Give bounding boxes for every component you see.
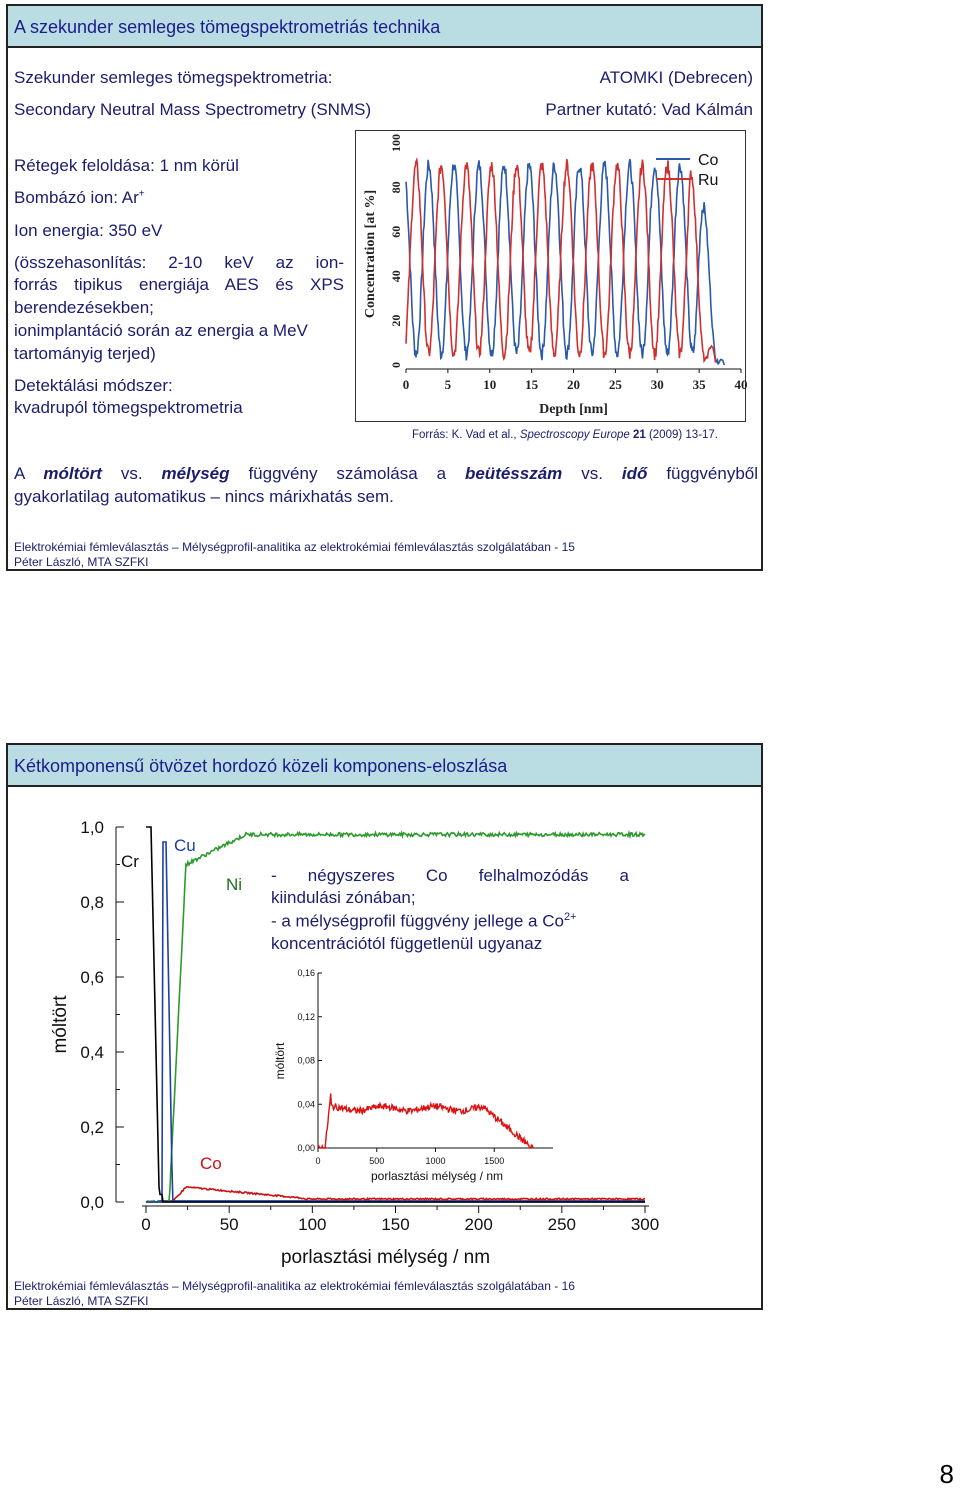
x-tick-label: 100 (298, 1215, 327, 1234)
comparison-line-5: tartományig terjed) (14, 344, 156, 363)
summary-moltort: móltört (43, 464, 102, 483)
x-axis-label: Depth [nm] (539, 402, 608, 417)
y-tick-label: 60 (389, 225, 403, 238)
inset-background (318, 973, 553, 1148)
y-tick-label: 80 (389, 181, 403, 194)
footer-author: Péter László, MTA SZFKI (14, 1294, 149, 1308)
x-tick-label: 10 (483, 377, 497, 392)
footer-title: Elektrokémiai fémleválasztás – Mélységprofil-analitika az elektrokémiai fémleválasztás szolgálatában - 16 (14, 1279, 575, 1293)
y-axis-label: móltört (50, 995, 71, 1054)
note-line-3-text: - a mélységprofil függvény jellege a Co (271, 911, 564, 931)
summary-beutesszam: beütésszám (464, 464, 563, 483)
comparison-line-2: forrás tipikus energiája AES és XPS (14, 275, 344, 294)
slide-15 (6, 4, 763, 571)
inset-y-tick-label: 0,04 (297, 1099, 315, 1110)
note-line-3-sup: 2+ (563, 911, 577, 923)
inset-x-tick-label: 500 (369, 1156, 385, 1166)
header-right-2: Partner kutató: Vad Kálmán (545, 100, 753, 119)
inset-y-tick-label: 0,00 (297, 1143, 315, 1153)
inset-x-tick-label: 1500 (484, 1156, 505, 1166)
detection-label: Detektálási módszer: (14, 376, 173, 395)
inset-y-axis-label: móltört (273, 1042, 287, 1080)
summary-a: A (14, 464, 44, 483)
y-tick-label: 100 (389, 134, 403, 152)
summary-vs1: vs. (101, 464, 162, 483)
y-tick-label: 0,8 (80, 893, 104, 912)
inset-x-axis-label: porlasztási mélység / nm (370, 1169, 504, 1183)
inset-y-tick-label: 0,12 (297, 1011, 315, 1022)
source-journal: Spectroscopy Europe (519, 429, 633, 441)
inset-y-tick-label: 0,16 (297, 968, 315, 978)
summary-line-2: gyakorlatilag automatikus – nincs márixhatás sem. (14, 487, 394, 506)
y-tick-label: 0,4 (80, 1043, 104, 1062)
note-line-3 (271, 911, 576, 932)
detection-method: kvadrupól tömegspektrometria (14, 398, 243, 417)
bullet-energy: Ion energia: 350 eV (14, 221, 163, 240)
footer-author: Péter László, MTA SZFKI (14, 555, 149, 569)
source-rest: (2009) 13-17. (645, 429, 719, 441)
y-tick-label: 1,0 (80, 818, 104, 837)
x-tick-label: 25 (608, 377, 622, 392)
x-tick-label: 35 (692, 377, 706, 392)
series-label-cr: Cr (121, 852, 139, 871)
source-prefix: Forrás: K. Vad et al., (412, 429, 520, 441)
y-tick-label: 40 (389, 270, 403, 283)
summary-vs2: vs. (562, 464, 622, 483)
note-line-1: - négyszeres Co felhalmozódás a (271, 866, 629, 885)
y-tick-label: 0,0 (80, 1193, 104, 1212)
source-citation (412, 429, 718, 441)
x-axis-label: porlasztási mélység / nm (280, 1247, 491, 1268)
summary-ido: idő (621, 464, 648, 483)
summary-line-1 (14, 464, 758, 484)
y-tick-label: 0 (389, 362, 403, 368)
note-line-2: kiindulási zónában; (271, 888, 416, 907)
legend-label-ru: Ru (698, 172, 719, 189)
y-axis-label: Concentration [at %] (363, 189, 378, 319)
inset-y-tick-label: 0,08 (297, 1055, 315, 1066)
series-line-ru (406, 159, 719, 362)
summary-mid: függvény számolása a (229, 464, 465, 483)
y-tick-label: 0,2 (80, 1118, 104, 1137)
x-tick-label: 30 (650, 377, 664, 392)
bullet-resolution: Rétegek feloldása: 1 nm körül (14, 156, 239, 175)
page-number: 8 (939, 1459, 954, 1489)
x-tick-label: 0 (402, 377, 410, 392)
inset-x-tick-label: 1000 (425, 1156, 446, 1166)
summary-end: függvényből (647, 464, 759, 483)
legend-label-co: Co (698, 152, 719, 169)
x-tick-label: 20 (567, 377, 580, 392)
concentration-chart-svg (356, 131, 748, 421)
x-tick-label: 15 (525, 377, 539, 392)
bullet-ion-text: Bombázó ion: Ar (14, 188, 139, 207)
series-label-co: Co (200, 1154, 222, 1173)
comparison-line-1: (összehasonlítás: 2-10 keV az ion- (14, 253, 344, 272)
slide-title: Kétkomponensű ötvözet hordozó közeli komponens-eloszlása (8, 745, 761, 787)
footer-title: Elektrokémiai fémleválasztás – Mélységprofil-analitika az elektrokémiai fémleválasztás szolgálatában - 15 (14, 540, 575, 554)
x-tick-label: 5 (444, 377, 452, 392)
x-tick-label: 0 (141, 1215, 151, 1234)
header-left-2: Secondary Neutral Mass Spectrometry (SNMS) (14, 100, 372, 119)
slide-title: A szekunder semleges tömegspektrometriás technika (8, 6, 761, 48)
mole-fraction-depth-chart (8, 789, 761, 1269)
y-tick-label: 0,6 (80, 968, 104, 987)
series-label-ni: Ni (226, 875, 243, 894)
x-tick-label: 200 (464, 1215, 493, 1234)
series-line-co (146, 1187, 645, 1202)
concentration-depth-chart (355, 130, 746, 422)
series-label-cu: Cu (174, 836, 196, 855)
y-tick-label: 20 (389, 314, 403, 327)
x-tick-label: 250 (547, 1215, 577, 1234)
source-volume: 21 (632, 429, 646, 441)
inset-x-tick-label: 0 (315, 1156, 321, 1166)
header-right-1: ATOMKI (Debrecen) (599, 68, 753, 87)
x-tick-label: 40 (734, 377, 748, 392)
summary-melyseg: mélység (161, 464, 230, 483)
x-tick-label: 150 (381, 1215, 410, 1234)
comparison-line-4: ionimplantáció során az energia a MeV (14, 321, 308, 340)
note-line-4: koncentrációtól függetlenül ugyanaz (271, 934, 543, 953)
x-tick-label: 300 (630, 1215, 660, 1234)
x-tick-label: 50 (219, 1215, 239, 1234)
series-line-co (406, 159, 724, 365)
bullet-ion (14, 188, 145, 208)
ion-superscript: + (138, 188, 145, 200)
comparison-line-3: berendezésekben; (14, 298, 154, 317)
slide-16 (6, 743, 763, 1310)
header-left-1: Szekunder semleges tömegspektrometria: (14, 68, 333, 87)
